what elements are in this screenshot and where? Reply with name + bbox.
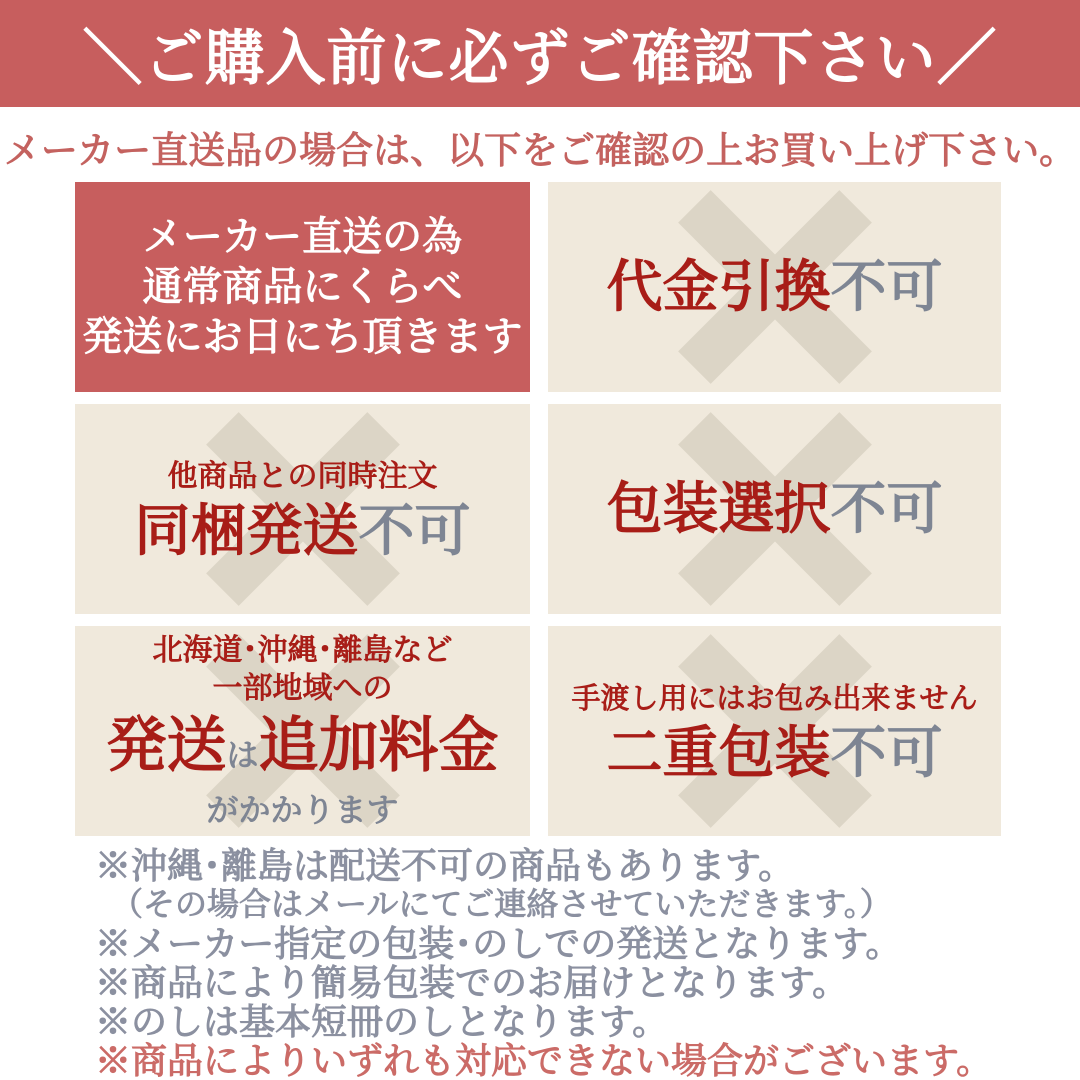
footnotes <box>95 846 1055 1080</box>
fee-applies-label: がかかります <box>206 791 399 828</box>
particle-label: は <box>226 736 259 773</box>
shipping-label: 発送 <box>106 711 227 779</box>
wrapping-label: 包装選択 <box>606 476 831 540</box>
panel-extra-shipping-fee <box>75 626 530 836</box>
footnote-maker-wrapping: ※メーカー指定の包装･のしでの発送となります。 <box>95 923 902 964</box>
footnote-noshi: ※のしは基本短冊のしとなります。 <box>95 1001 669 1042</box>
remote-area-note-2: 一部地域への <box>212 671 393 705</box>
footnote-email-contact: （その場合はメールにてご連絡させていただきます。） <box>111 886 892 922</box>
panel-wrapping-selection <box>548 404 1001 614</box>
double-wrapping-not-possible-label: 不可 <box>830 720 943 784</box>
panel-cod-not-available <box>548 182 1001 392</box>
extra-fee-label: 追加料金 <box>258 711 499 779</box>
bundle-label: 同梱発送 <box>134 498 359 562</box>
wrapping-not-possible-label: 不可 <box>830 476 943 540</box>
hand-delivery-note: 手渡し用にはお包み出来ません <box>571 682 978 715</box>
panel-maker-direct <box>75 182 530 392</box>
maker-direct-line-3: 発送にお日にち頂きます <box>82 315 523 359</box>
cod-not-possible-label: 不可 <box>830 254 943 318</box>
remote-area-note-1: 北海道･沖縄･離島など <box>152 633 453 667</box>
panel-bundle-shipping <box>75 404 530 614</box>
double-wrapping-label: 二重包装 <box>606 720 831 784</box>
cod-label: 代金引換 <box>606 254 831 318</box>
header-banner <box>0 0 1080 107</box>
panel-double-wrapping <box>548 626 1001 836</box>
page-title: ＼ご購入前に必ずご確認下さい／ <box>82 24 998 92</box>
bundle-not-possible-label: 不可 <box>358 498 471 562</box>
maker-direct-line-2: 通常商品にくらべ <box>142 265 463 309</box>
footnote-simple-wrapping: ※商品により簡易包装でのお届けとなります。 <box>95 962 849 1003</box>
footnote-okinawa: ※沖縄･離島は配送不可の商品もあります。 <box>95 845 795 886</box>
bundle-note: 他商品との同時注文 <box>167 459 438 493</box>
subtitle-text: メーカー直送品の場合は、以下をご確認の上お買い上げ下さい。 <box>3 130 1077 171</box>
maker-direct-line-1: メーカー直送の為 <box>142 215 463 259</box>
footnote-not-supported: ※商品によりいずれも対応できない場合がございます。 <box>95 1040 993 1080</box>
